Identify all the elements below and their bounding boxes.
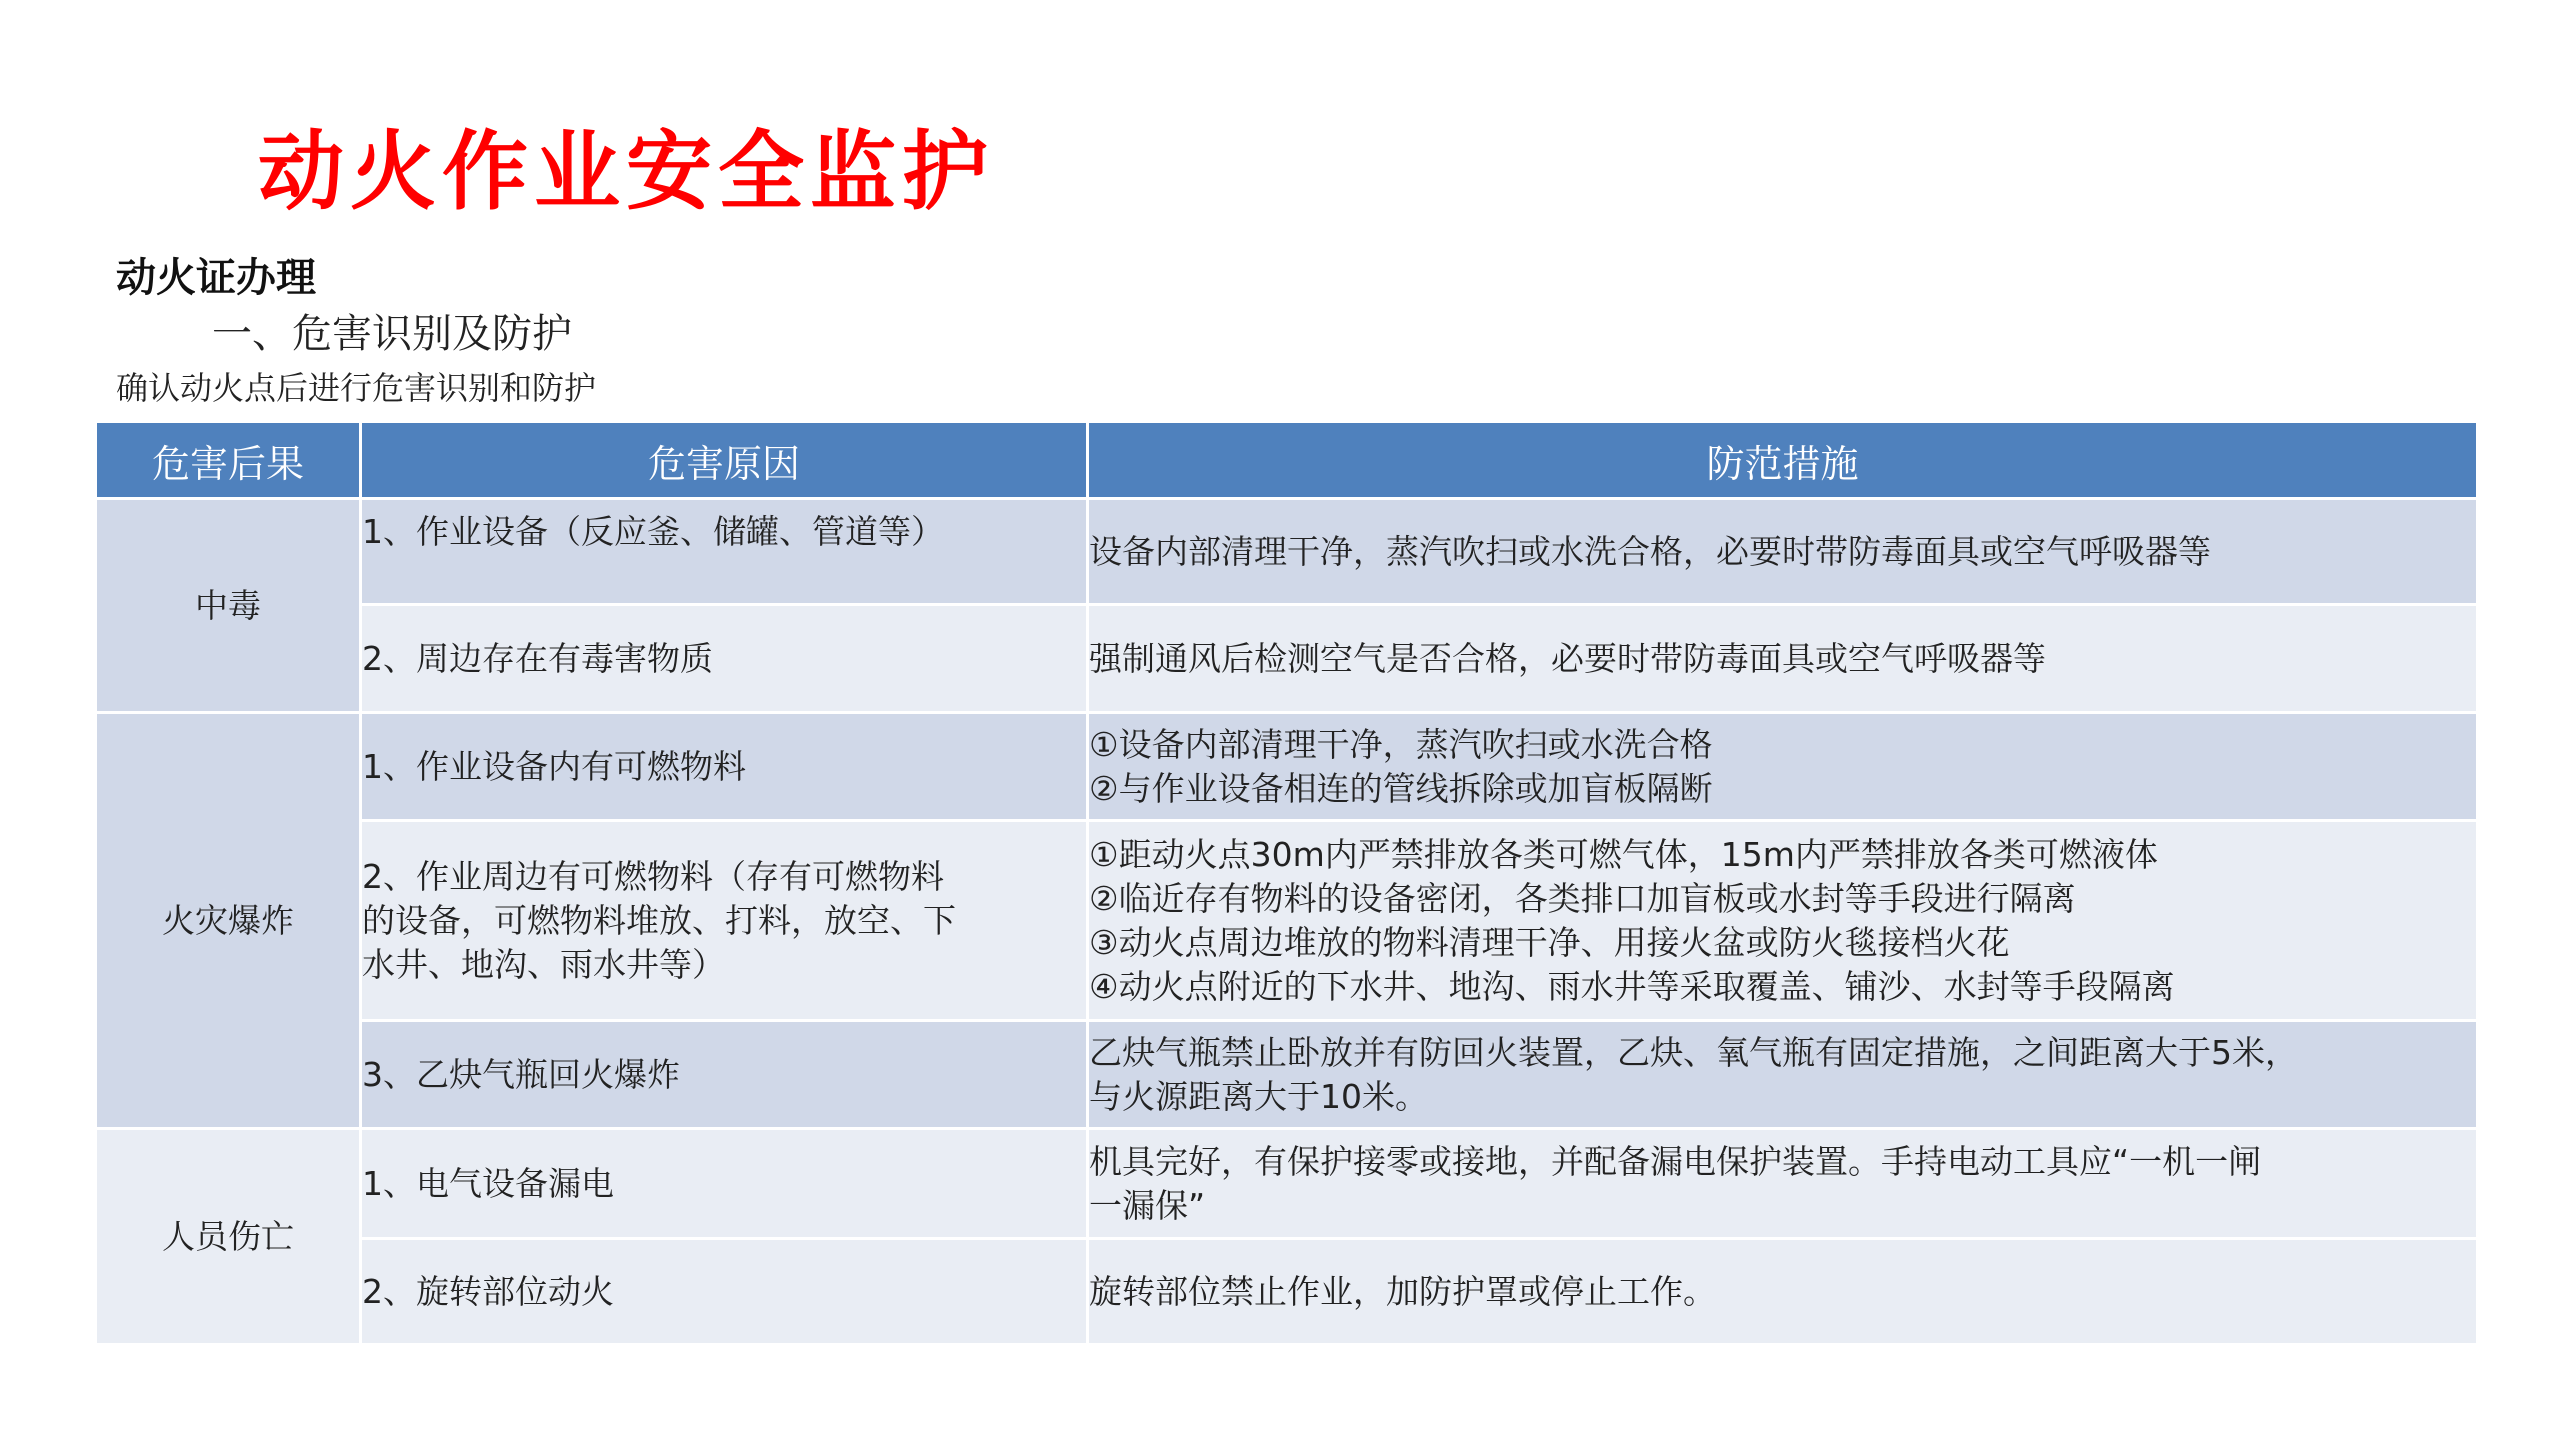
measure-line: ②临近存有物料的设备密闭，各类排口加盲板或水封等手段进行隔离 — [1089, 878, 2076, 918]
cause-line: 1、电气设备漏电 — [362, 1163, 614, 1203]
subheading: 动火证办理 — [116, 255, 316, 301]
cause-line: 2、周边存在有毒害物质 — [362, 638, 713, 678]
hazard-table — [94, 420, 2479, 1346]
measure-line: ①设备内部清理干净，蒸汽吹扫或水洗合格 — [1089, 724, 1713, 764]
table-row — [96, 1021, 2478, 1129]
measure-line: 与火源距离大于10米。 — [1089, 1076, 1428, 1116]
measure-cell — [1088, 1129, 2478, 1239]
cause-cell — [361, 1021, 1088, 1129]
table-row — [96, 499, 2478, 605]
cause-line: 1、作业设备（反应釜、储罐、管道等） — [362, 512, 944, 551]
cause-line: 2、旋转部位动火 — [362, 1271, 614, 1311]
cause-line: 1、作业设备内有可燃物料 — [362, 746, 746, 786]
measure-line: ④动火点附近的下水井、地沟、雨水井等采取覆盖、铺沙、水封等手段隔离 — [1089, 966, 2175, 1006]
consequence-cell: 火灾爆炸 — [96, 713, 361, 1129]
cause-line: 3、乙炔气瓶回火爆炸 — [362, 1054, 680, 1094]
cause-cell — [361, 1129, 1088, 1239]
measure-line: 乙炔气瓶禁止卧放并有防回火装置，乙炔、氧气瓶有固定措施，之间距离大于5米， — [1089, 1032, 2298, 1072]
measure-line: ②与作业设备相连的管线拆除或加盲板隔断 — [1089, 768, 1713, 808]
measure-line: 旋转部位禁止作业，加防护罩或停止工作。 — [1089, 1271, 1716, 1311]
instruction-note: 确认动火点后进行危害识别和防护 — [116, 369, 597, 407]
measure-cell — [1088, 1021, 2478, 1129]
section-heading: 一、危害识别及防护 — [212, 311, 572, 357]
table-row — [96, 1129, 2478, 1239]
measure-line: 机具完好，有保护接零或接地，并配备漏电保护装置。手持电动工具应“一机一闸 — [1089, 1141, 2262, 1181]
measure-cell — [1088, 499, 2478, 605]
table-row — [96, 713, 2478, 821]
page-title: 动火作业安全监护 — [258, 121, 994, 222]
table-row — [96, 605, 2478, 713]
measure-line: 强制通风后检测空气是否合格，必要时带防毒面具或空气呼吸器等 — [1089, 638, 2046, 678]
header-consequence: 危害后果 — [96, 422, 361, 499]
measure-line: ③动火点周边堆放的物料清理干净、用接火盆或防火毯接档火花 — [1089, 922, 2010, 962]
table-header-row — [96, 422, 2478, 499]
cause-cell — [361, 713, 1088, 821]
measure-cell — [1088, 821, 2478, 1021]
cause-cell — [361, 1239, 1088, 1345]
table-row — [96, 821, 2478, 1021]
measure-line: 设备内部清理干净，蒸汽吹扫或水洗合格，必要时带防毒面具或空气呼吸器等 — [1089, 531, 2211, 571]
consequence-cell: 中毒 — [96, 499, 361, 713]
consequence-cell: 人员伤亡 — [96, 1129, 361, 1345]
cause-cell — [361, 499, 1088, 605]
measure-cell — [1088, 1239, 2478, 1345]
header-cause: 危害原因 — [361, 422, 1088, 499]
cause-line: 水井、地沟、雨水井等） — [362, 944, 725, 984]
measure-cell — [1088, 713, 2478, 821]
cause-line: 的设备，可燃物料堆放、打料，放空、下 — [362, 900, 956, 940]
measure-cell — [1088, 605, 2478, 713]
table-row — [96, 1239, 2478, 1345]
header-measure: 防范措施 — [1088, 422, 2478, 499]
measure-line: ①距动火点30m内严禁排放各类可燃气体，15m内严禁排放各类可燃液体 — [1089, 834, 2158, 874]
cause-cell — [361, 605, 1088, 713]
cause-cell — [361, 821, 1088, 1021]
measure-line: 一漏保” — [1089, 1185, 1206, 1225]
cause-line: 2、作业周边有可燃物料（存有可燃物料 — [362, 856, 944, 896]
